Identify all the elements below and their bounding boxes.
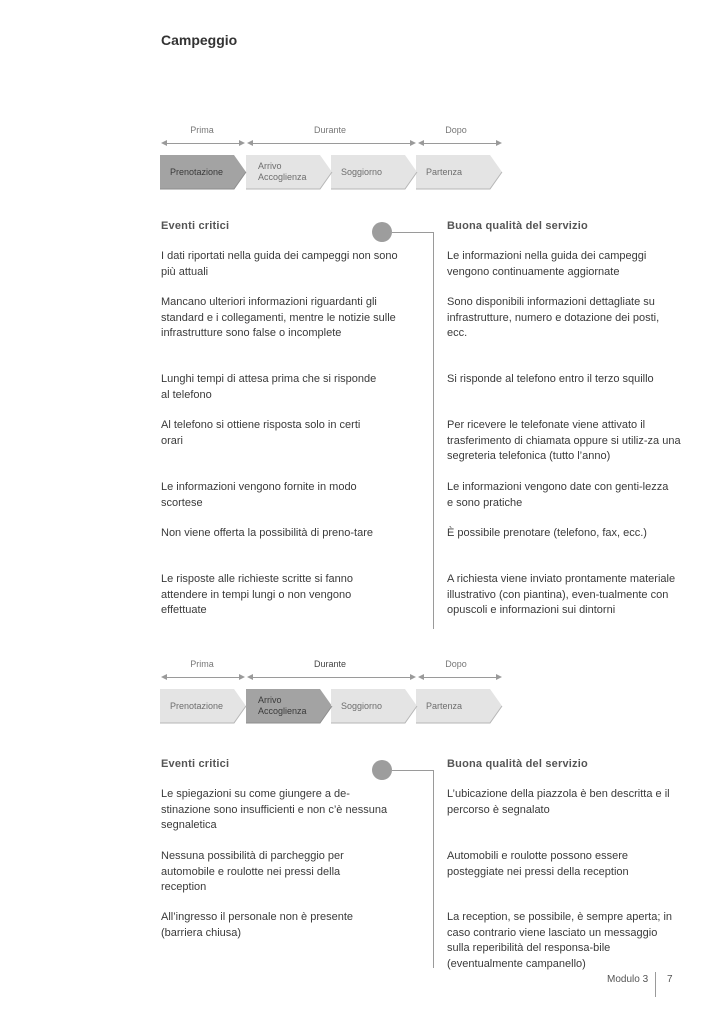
step-prenotazione: Prenotazione [170, 167, 224, 177]
step-partenza: Partenza [426, 701, 463, 711]
connector-dot [372, 760, 392, 780]
quality-item: È possibile prenotare (telefono, fax, ecc.) [447, 527, 647, 539]
quality-item: A richiesta viene inviato prontamente materiale illustrativo (con piantina), even-tualmente con opuscoli e informazioni sui dintorni [447, 573, 676, 616]
phase-label-after: Dopo [445, 125, 467, 135]
footer-divider [655, 972, 656, 997]
critical-event-item: Le spiegazioni su come giungere a de-stinazione sono insufficienti e non c’è nessuna segnaletica [161, 788, 388, 831]
critical-event-item: Mancano ulteriori informazioni riguardanti gli standard e i collegamenti, mentre le notizie sulle infrastrutture sono false o incomplete [161, 296, 396, 339]
quality-item: La reception, se possibile, è sempre aperta; in caso contrario viene lasciato un messaggio sulla reperibilità del responsa-bile (eventualmente campanello) [447, 911, 673, 970]
service-quality-heading: Buona qualità del servizio [447, 758, 588, 770]
column-divider [433, 232, 434, 629]
critical-events-heading: Eventi critici [161, 220, 230, 232]
step-partenza: Partenza [426, 167, 463, 177]
footer-module: Modulo 3 [607, 974, 649, 985]
critical-event-item: Le informazioni vengono fornite in modo scortese [161, 481, 357, 509]
page-title: Campeggio [161, 32, 238, 48]
step-soggiorno: Soggiorno [341, 701, 383, 711]
critical-event-item: Nessuna possibilità di parcheggio per automobile e roulotte nei pressi della reception [161, 850, 344, 893]
critical-event-item: Non viene offerta la possibilità di preno-tare [161, 527, 373, 539]
critical-event-item: Lunghi tempi di attesa prima che si risponde al telefono [161, 373, 377, 401]
critical-event-item: I dati riportati nella guida dei campeggi non sono più attuali [161, 250, 398, 278]
quality-item: L’ubicazione della piazzola è ben descritta e il percorso è segnalato [447, 788, 670, 816]
quality-item: Si risponde al telefono entro il terzo squillo [447, 373, 654, 385]
phase-label-during: Durante [313, 125, 347, 135]
phase-label-after: Dopo [445, 659, 467, 669]
step-soggiorno: Soggiorno [341, 167, 383, 177]
phase-label-during: Durante [313, 659, 347, 669]
page-number: 7 [667, 974, 673, 985]
quality-item: Per ricevere le telefonate viene attivato il trasferimento di chiamata oppure si utiliz-za una segreteria telefonica (tutto l’anno) [447, 419, 681, 462]
quality-item: Automobili e roulotte possono essere posteggiate nei pressi della reception [447, 850, 629, 878]
critical-event-item: Al telefono si ottiene risposta solo in certi orari [161, 419, 361, 447]
step-arrivo-accoglienza: Arrivo Accoglienza [258, 695, 307, 716]
connector-dot [372, 222, 392, 242]
step-arrivo-accoglienza: Arrivo Accoglienza [258, 161, 307, 182]
quality-item: Le informazioni vengono date con genti-lezza e sono pratiche [447, 481, 669, 509]
critical-event-item: Le risposte alle richieste scritte si fanno attendere in tempi lungi o non vengono effettuate [161, 573, 353, 616]
column-divider [433, 770, 434, 968]
connector-line [392, 770, 433, 771]
phase-label-before: Prima [190, 125, 214, 135]
critical-events-heading: Eventi critici [161, 758, 230, 770]
phase-label-before: Prima [190, 659, 214, 669]
service-quality-heading: Buona qualità del servizio [447, 220, 588, 232]
critical-event-item: All’ingresso il personale non è presente (barriera chiusa) [161, 911, 354, 939]
quality-item: Sono disponibili informazioni dettagliate su infrastrutture, numero e dotazione dei posti, ecc. [447, 296, 660, 339]
step-prenotazione: Prenotazione [170, 701, 224, 711]
connector-line [392, 232, 433, 233]
quality-item: Le informazioni nella guida dei campeggi vengono continuamente aggiornate [447, 250, 647, 278]
